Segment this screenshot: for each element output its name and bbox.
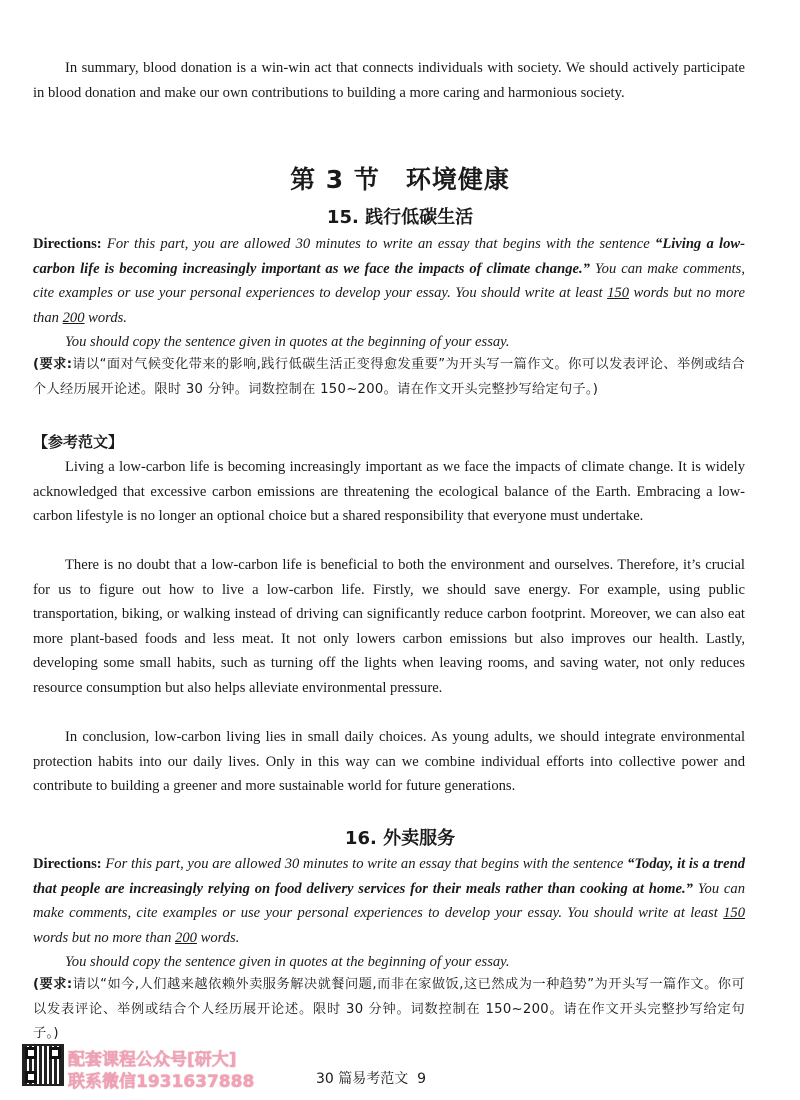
topic-15-requirement xyxy=(33,353,745,402)
topic-16-title: 16. 外卖服务 xyxy=(344,828,456,849)
directions-mid: You can make comments, cite examples or use your personal experiences to develop your essay. You should write at least xyxy=(33,880,745,921)
directions-end: words. xyxy=(200,929,240,946)
reference-essay-tag: 【参考范文】 xyxy=(33,433,124,451)
requirement-text: 请以“如今,人们越来越依赖外卖服务解决就餐问题,而非在家做饭,这已然成为一种趋势”为开头写一篇作文。你可以发表评论、举例或结合个人经历展开论述。限时 30 分钟。词数控制在 150~200。请在作文开头完整抄写给定句子。) xyxy=(33,977,745,1041)
summary-paragraph: In summary, blood donation is a win-win act that connects individuals with society. We should actively participate in blood donation and make our own contributions to building a more caring and harmonious society. xyxy=(33,60,745,101)
directions-end: words. xyxy=(88,309,127,326)
essay-paragraph-1: Living a low-carbon life is becoming increasingly important as we face the impacts of climate change. It is widely acknowledged that excessive carbon emissions are threatening the ecological balance of the Earth. Embracing a low-carbon lifestyle is no longer an optional choice but a shared responsibility that everyone must undertake. xyxy=(33,459,745,524)
essay-paragraph-3: In conclusion, low-carbon living lies in small daily choices. As young adults, we should integrate environmental protection habits into our daily lives. Only in this way can we combine individual efforts into collective power and contribute to building a greener and more sustainable world for future generations. xyxy=(33,729,745,794)
book-title: 30 篇易考范文 xyxy=(316,1071,409,1087)
page-number: 9 xyxy=(417,1071,427,1087)
essay-paragraph-2: There is no doubt that a low-carbon life is beneficial to both the environment and ourselves. Therefore, it’s crucial for us to figure out how to live a low-carbon life. Firstly, we should save energy. For example, using public transportation, biking, or walking instead of driving can significantly reduce carbon footprint. Moreover, we can also eat more plant-based foods and less meat. It not only lowers carbon emissions but also improves our health. Lastly, developing some small habits, such as turning off the lights when leaving rooms, and saving water, not only reduces resource consumption but also helps alleviate environmental pressure. xyxy=(33,557,745,696)
directions-sentence: “Today, it is a trend that people are increasingly relying on food delivery services for their meals rather than cooking at home.” xyxy=(33,856,745,897)
qr-code-icon xyxy=(22,1044,64,1086)
topic-16-requirement xyxy=(33,973,745,1047)
directions-and: words but no more than xyxy=(33,285,745,326)
topic-16-directions xyxy=(33,852,745,950)
requirement-text: 请以“面对气候变化带来的影响,践行低碳生活正变得愈发重要”为开头写一篇作文。你可以发表评论、举例或结合个人经历展开论述。限时 30 分钟。词数控制在 150~200。请在作文开头完整抄写给定句子。) xyxy=(33,357,745,397)
watermark-line-1: 配套课程公众号[研大] xyxy=(68,1050,237,1070)
topic-15-directions xyxy=(33,232,745,330)
topic-16-copy-note: You should copy the sentence given in quotes at the beginning of your essay. xyxy=(65,954,510,970)
topic-15-copy-note: You should copy the sentence given in quotes at the beginning of your essay. xyxy=(65,334,510,350)
topic-15-title: 15. 践行低碳生活 xyxy=(326,207,474,228)
requirement-label: (要求: xyxy=(33,977,73,992)
directions-and: words but no more than xyxy=(33,929,172,946)
section-title: 第 3 节 环境健康 xyxy=(290,165,510,194)
min-words: 150 xyxy=(607,285,630,301)
directions-sentence: “Living a low-carbon life is becoming increasingly important as we face the impacts of climate change.” xyxy=(33,236,745,277)
directions-lead: For this part, you are allowed 30 minutes to write an essay that begins with the sentence xyxy=(105,856,624,872)
directions-lead: For this part, you are allowed 30 minutes to write an essay that begins with the sentence xyxy=(106,236,650,252)
directions-label: Directions: xyxy=(33,856,102,872)
directions-mid: You can make comments, cite examples or use your personal experiences to develop your essay. You should write at least xyxy=(33,260,746,301)
page-footer xyxy=(316,1068,426,1088)
watermark-block xyxy=(22,1044,322,1092)
requirement-label: (要求: xyxy=(33,357,73,372)
watermark-line-2: 联系微信1931637888 xyxy=(68,1072,255,1092)
directions-label: Directions: xyxy=(33,236,102,252)
max-words: 200 xyxy=(62,309,85,326)
max-words: 200 xyxy=(175,929,197,946)
min-words: 150 xyxy=(723,905,745,921)
